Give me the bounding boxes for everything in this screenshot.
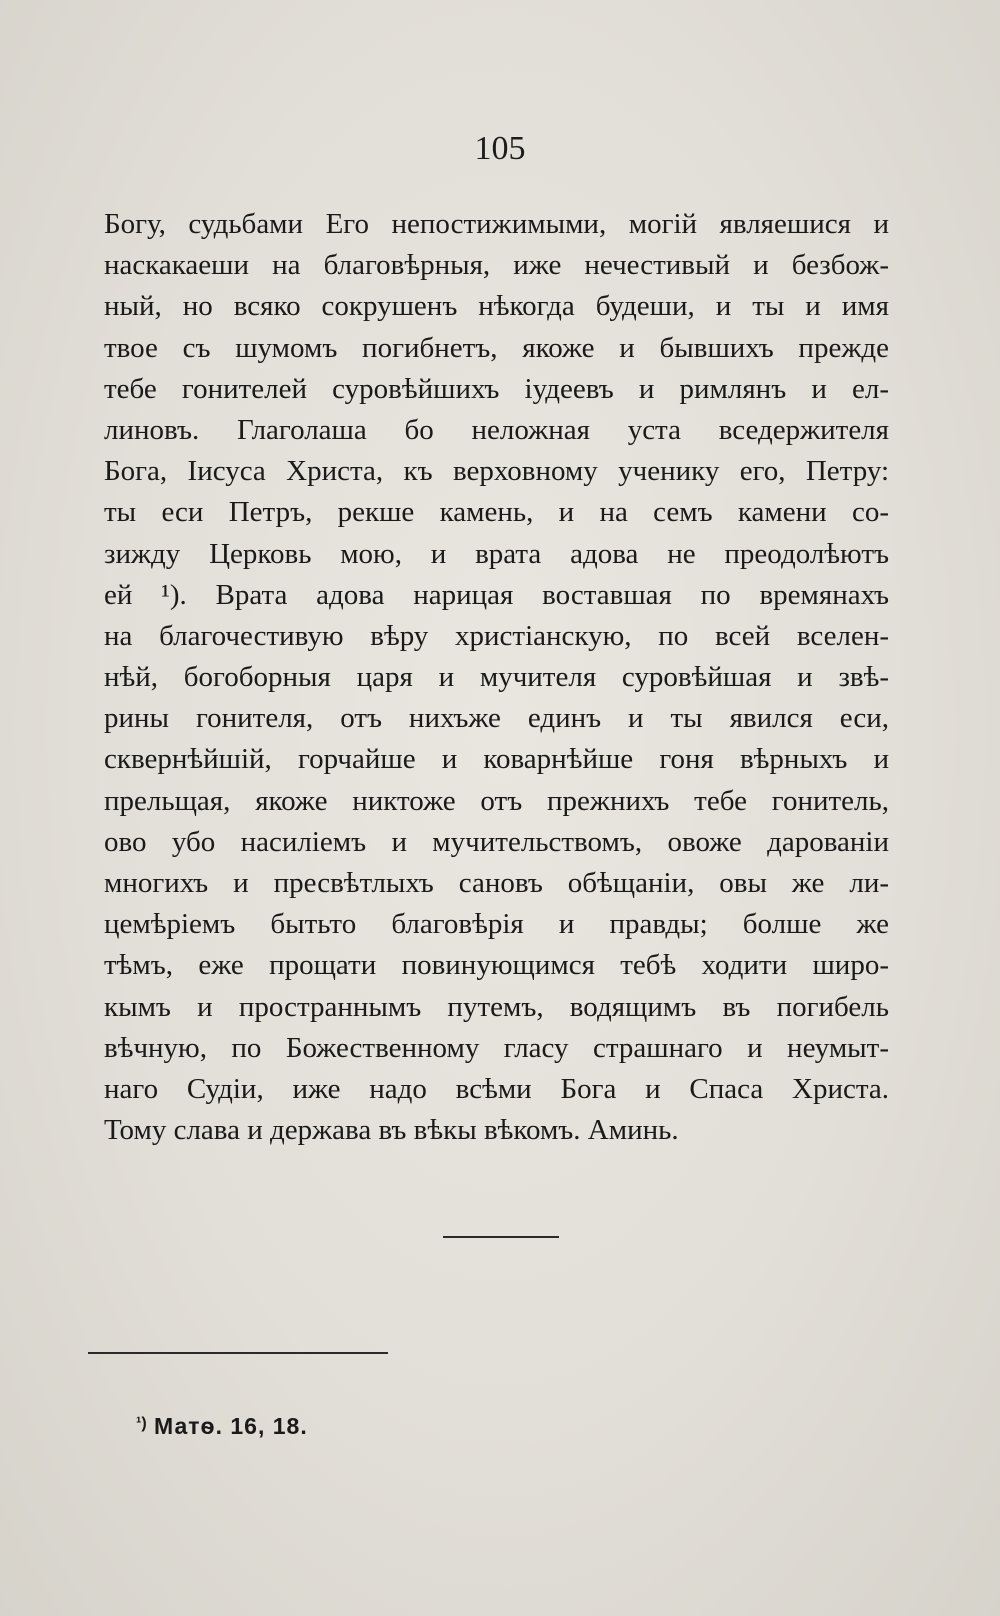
text-line: сквернѣйшій, горчайше и коварнѣйше гоня вѣрныхъ и [104,743,889,776]
text-line: тебе гонителей суровѣйшихъ іудеевъ и римлянъ и ел- [104,372,889,405]
body-text [104,204,889,1151]
text-line: наго Судіи, иже надо всѣми Бога и Спаса Христа. [104,1072,889,1105]
text-line: наскакаеши на благовѣрныя, иже нечестивый и безбож- [104,249,889,282]
text-line: вѣчную, по Божественному гласу страшнаго и неумыт- [104,1031,889,1064]
text-line: цемѣріемъ бытьто благовѣрія и правды; болше же [104,908,889,941]
text-line: рины гонителя, отъ нихъже единъ и ты явился еси, [104,702,889,735]
text-line: Богу, судьбами Его непостижимыми, могій являешися и [104,208,889,240]
text-line: многихъ и пресвѣтлыхъ сановъ обѣщаніи, овы же ли- [104,867,889,899]
footnote-mark: ¹) [136,1415,147,1432]
text-line: зижду Церковь мою, и врата адова не преодолѣютъ [104,537,889,570]
text-line-last: Тому слава и держава въ вѣкы вѣкомъ. Аминь. [104,1114,679,1147]
text-line: Бога, Іисуса Христа, къ верховному ученику его, Петру: [104,455,889,488]
text-line: твое съ шумомъ погибнетъ, якоже и бывшихъ прежде [104,331,889,364]
footnote-text: Матѳ. 16, 18. [154,1413,308,1439]
text-line: ный, но всяко сокрушенъ нѣкогда будеши, и ты и имя [104,290,889,323]
text-line: на благочестивую вѣру христіанскую, по всей вселен- [104,619,889,652]
footnote-rule [88,1352,388,1354]
text-line: тѣмъ, еже прощати повинующимся тебѣ ходити широ- [104,949,889,982]
text-line: прельщая, якоже никтоже отъ прежнихъ тебе гонитель, [104,784,889,817]
text-line: нѣй, богоборныя царя и мучителя суровѣйшая и звѣ- [104,661,889,694]
text-line: ей ¹). Врата адова нарицая воставшая по времянахъ [104,578,889,611]
footnote [136,1413,308,1440]
text-line: линовъ. Глаголаша бо неложная уста вседержителя [104,413,889,446]
page-number: 105 [474,130,526,167]
text-line: ово убо насиліемъ и мучительствомъ, овоже дарованіи [104,825,889,858]
section-separator [443,1236,559,1238]
text-line: ты еси Петръ, рекше камень, и на семъ камени со- [104,496,889,529]
text-line: кымъ и пространнымъ путемъ, водящимъ въ погибель [104,990,889,1023]
